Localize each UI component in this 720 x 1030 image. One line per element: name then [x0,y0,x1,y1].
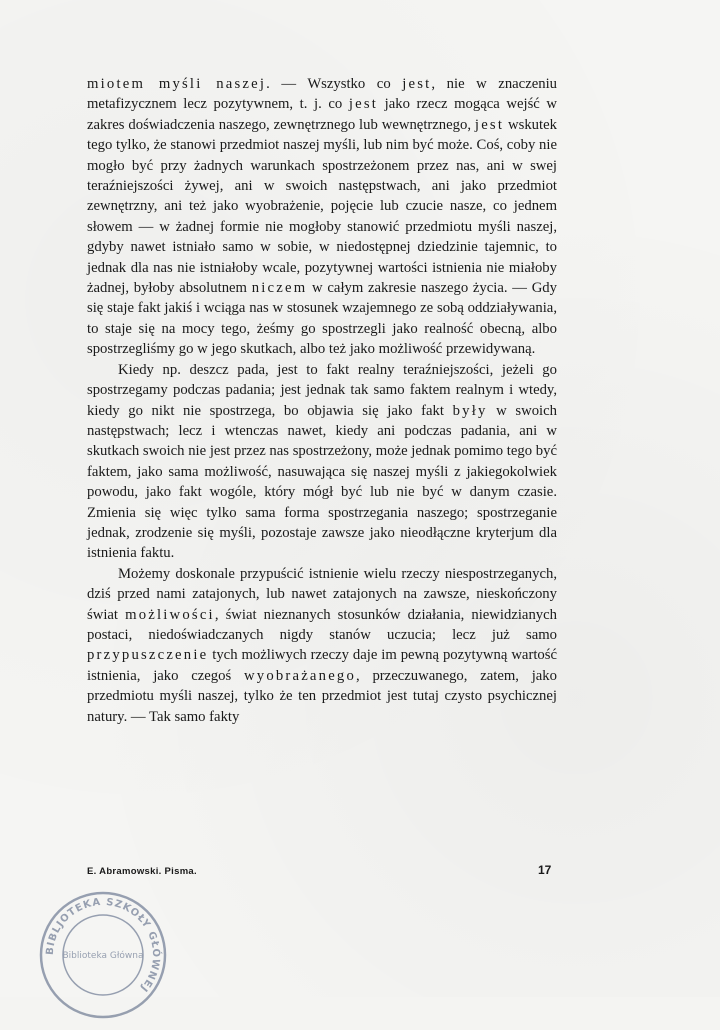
paragraph-1: miotem myśli naszej. — Wszystko co jest, nie w znaczeniu metafizycznem lecz pozytywnem, t. j. co jest jako rzecz mogąca wejść w zakres doświadczenia naszego, zewnętrznego lub wewnętrznego, jest wskutek tego tylko, że stanowi przedmiot naszej myśli, lub nim być może. Coś, coby nie mogło być przy żadnych warunkach spostrzeżonem przez nas, ani w swej teraźniejszości żywej, ani w swoich następstwach, ani jako przedmiot zewnętrzny, ani też jako wyobrażenie, pojęcie lub czucie nasze, co jednem słowem — w żadnej formie nie mogłoby stanowić przedmiotu myśli naszej, gdyby nawet istniało samo w sobie, w niedostępnej dziedzinie tajemnic, to jednak dla nas nie istniałoby wcale, pozytywnej wartości istnienia nie miałoby żadnej, byłoby absolutnem niczem w całym zakresie naszego życia. — Gdy się staje fakt jakiś i wciąga nas w stosunek wzajemnego ze sobą oddziaływania, to staje się na mocy tego, żeśmy go spostrzegli jako realność obecną, albo spostrzegliśmy go w jego skutkach, albo też jako możliwość przewidywaną. [87,76,558,358]
page-number: 17 [538,863,552,877]
stamp-center-text: Biblioteka Główna [62,951,144,961]
footer-author: E. Abramowski. Pisma. [87,866,197,877]
paragraph-2: Kiedy np. deszcz pada, jest to fakt realny teraźniejszości, jeżeli go spostrzegamy podczas padania; jest jednak tak samo faktem realnym i wtedy, kiedy go nikt nie spostrzega, bo objawia się jako fakt były w swoich następstwach; lecz i wtenczas nawet, kiedy ani podczas padania, ani w skutkach swoich nie jest przez nas spostrzeżony, może jednak pomimo tego być faktem, jako sama możliwość, nasuwająca się naszej myśli z jakiegokolwiek powodu, jako fakt wogóle, który mógł być lub nie być w danym czasie. Zmienia się więc tylko sama forma spostrzegania naszego; spostrzeganie jednak, zrodzenie się myśli, pozostaje zawsze jako nieodłączne kryterjum dla istnienia faktu. [87,361,557,562]
body-text [87,74,557,727]
library-stamp-icon [28,880,178,1030]
paragraph-1-lead: miotem myśli naszej [87,76,267,92]
paragraph-3: Możemy doskonale przypuścić istnienie wielu rzeczy niespostrzeganych, dziś przed nami zatajonych, lub nawet zatajonych na zawsze, nieskończony świat możliwości, świat nieznanych stosunków działania, niewidzianych postaci, niedoświadczanych nigdy stanów uczucia; lecz już samo przypuszczenie tych możliwych rzeczy daje im pewną pozytywną wartość istnienia, jako czegoś wyobrażanego, przeczuwanego, zatem, jako przedmiotu myśli naszej, tylko że ten przedmiot jest tutaj czysto psychicznej natury. — Tak samo fakty [87,565,557,725]
stamp-ring-text: BIBLJOTEKA SZKOŁY GŁÓWNEJ [44,896,162,995]
